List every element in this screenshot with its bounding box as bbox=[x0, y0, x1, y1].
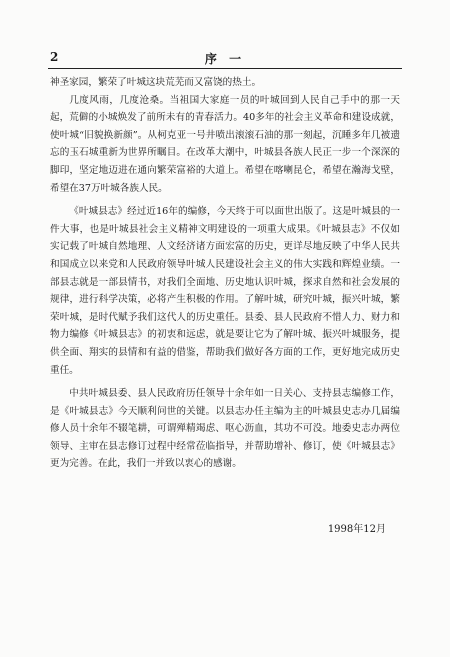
paragraph: 神圣家园，繁荣了叶城这块荒芜而又富饶的热土。 bbox=[50, 77, 262, 88]
paragraph: 《叶城县志》经过近16年的编修，今天终于可以面世出版了。这是叶城县的一件大事，也是叶城县社会主义精神文明建设的一项重大成果。《叶城县志》不仅如实记载了叶城自然地理、人文经济诸方面宏富的历史，更详尽地反映了中华人民共和国成立以来党和人民政府领导叶城人民建设社会主义的伟大实践和辉煌业绩。一部县志就是一部县情书，对我们全面地、历史地认识叶城，探求自然和社会发展的规律，进行科学决策，必将产生积极的作用。了解叶城，研究叶城，振兴叶城，繁荣叶城，是时代赋予我们这代人的历史重任。县委、县人民政府不惜人力、财力和物力编修《叶城县志》的初衷和远虑，就是要让它为了解叶城、振兴叶城服务，提供全面、翔实的县情和有益的借鉴，帮助我们做好各方面的工作，更好地完成历史重任。 bbox=[50, 206, 400, 376]
paragraph: 几度风雨，几度沧桑。当祖国大家庭一员的叶城回到人民自己手中的那一天起，荒僻的小城焕发了前所未有的青春活力。40多年的社会主义革命和建设成就，使叶城“旧貌换新颜”。从柯克亚一号井喷出滚滚石油的那一刻起，沉睡多年几被遗忘的玉石城重新为世界所瞩目。在改革大潮中，叶城县各族人民正一步一个深深的脚印，坚定地迈进在通向繁荣富裕的大道上。希望在喀喇昆仑，希望在瀚海戈壁，希望在37万叶城各族人民。 bbox=[50, 94, 400, 194]
paragraph: 中共叶城县委、县人民政府历任领导十余年如一日关心、支持县志编修工作，是《叶城县志》今天顺利问世的关键。以县志办任主编为主的叶城县史志办几届编修人员十余年不辍笔耕，可谓殚精竭虑、呕心沥血，其功不可没。地委史志办两位领导、主审在县志修订过程中经常莅临指导，并帮助增补、修订，使《叶城县志》更为完善。在此，我们一并致以衷心的感谢。 bbox=[50, 388, 400, 470]
body-text bbox=[50, 74, 400, 473]
date-line: 1998年12月 bbox=[327, 524, 386, 535]
page-number: 2 bbox=[50, 50, 59, 64]
page-header bbox=[38, 50, 412, 70]
header-rule bbox=[48, 68, 402, 69]
running-title: 序 一 bbox=[204, 52, 246, 66]
